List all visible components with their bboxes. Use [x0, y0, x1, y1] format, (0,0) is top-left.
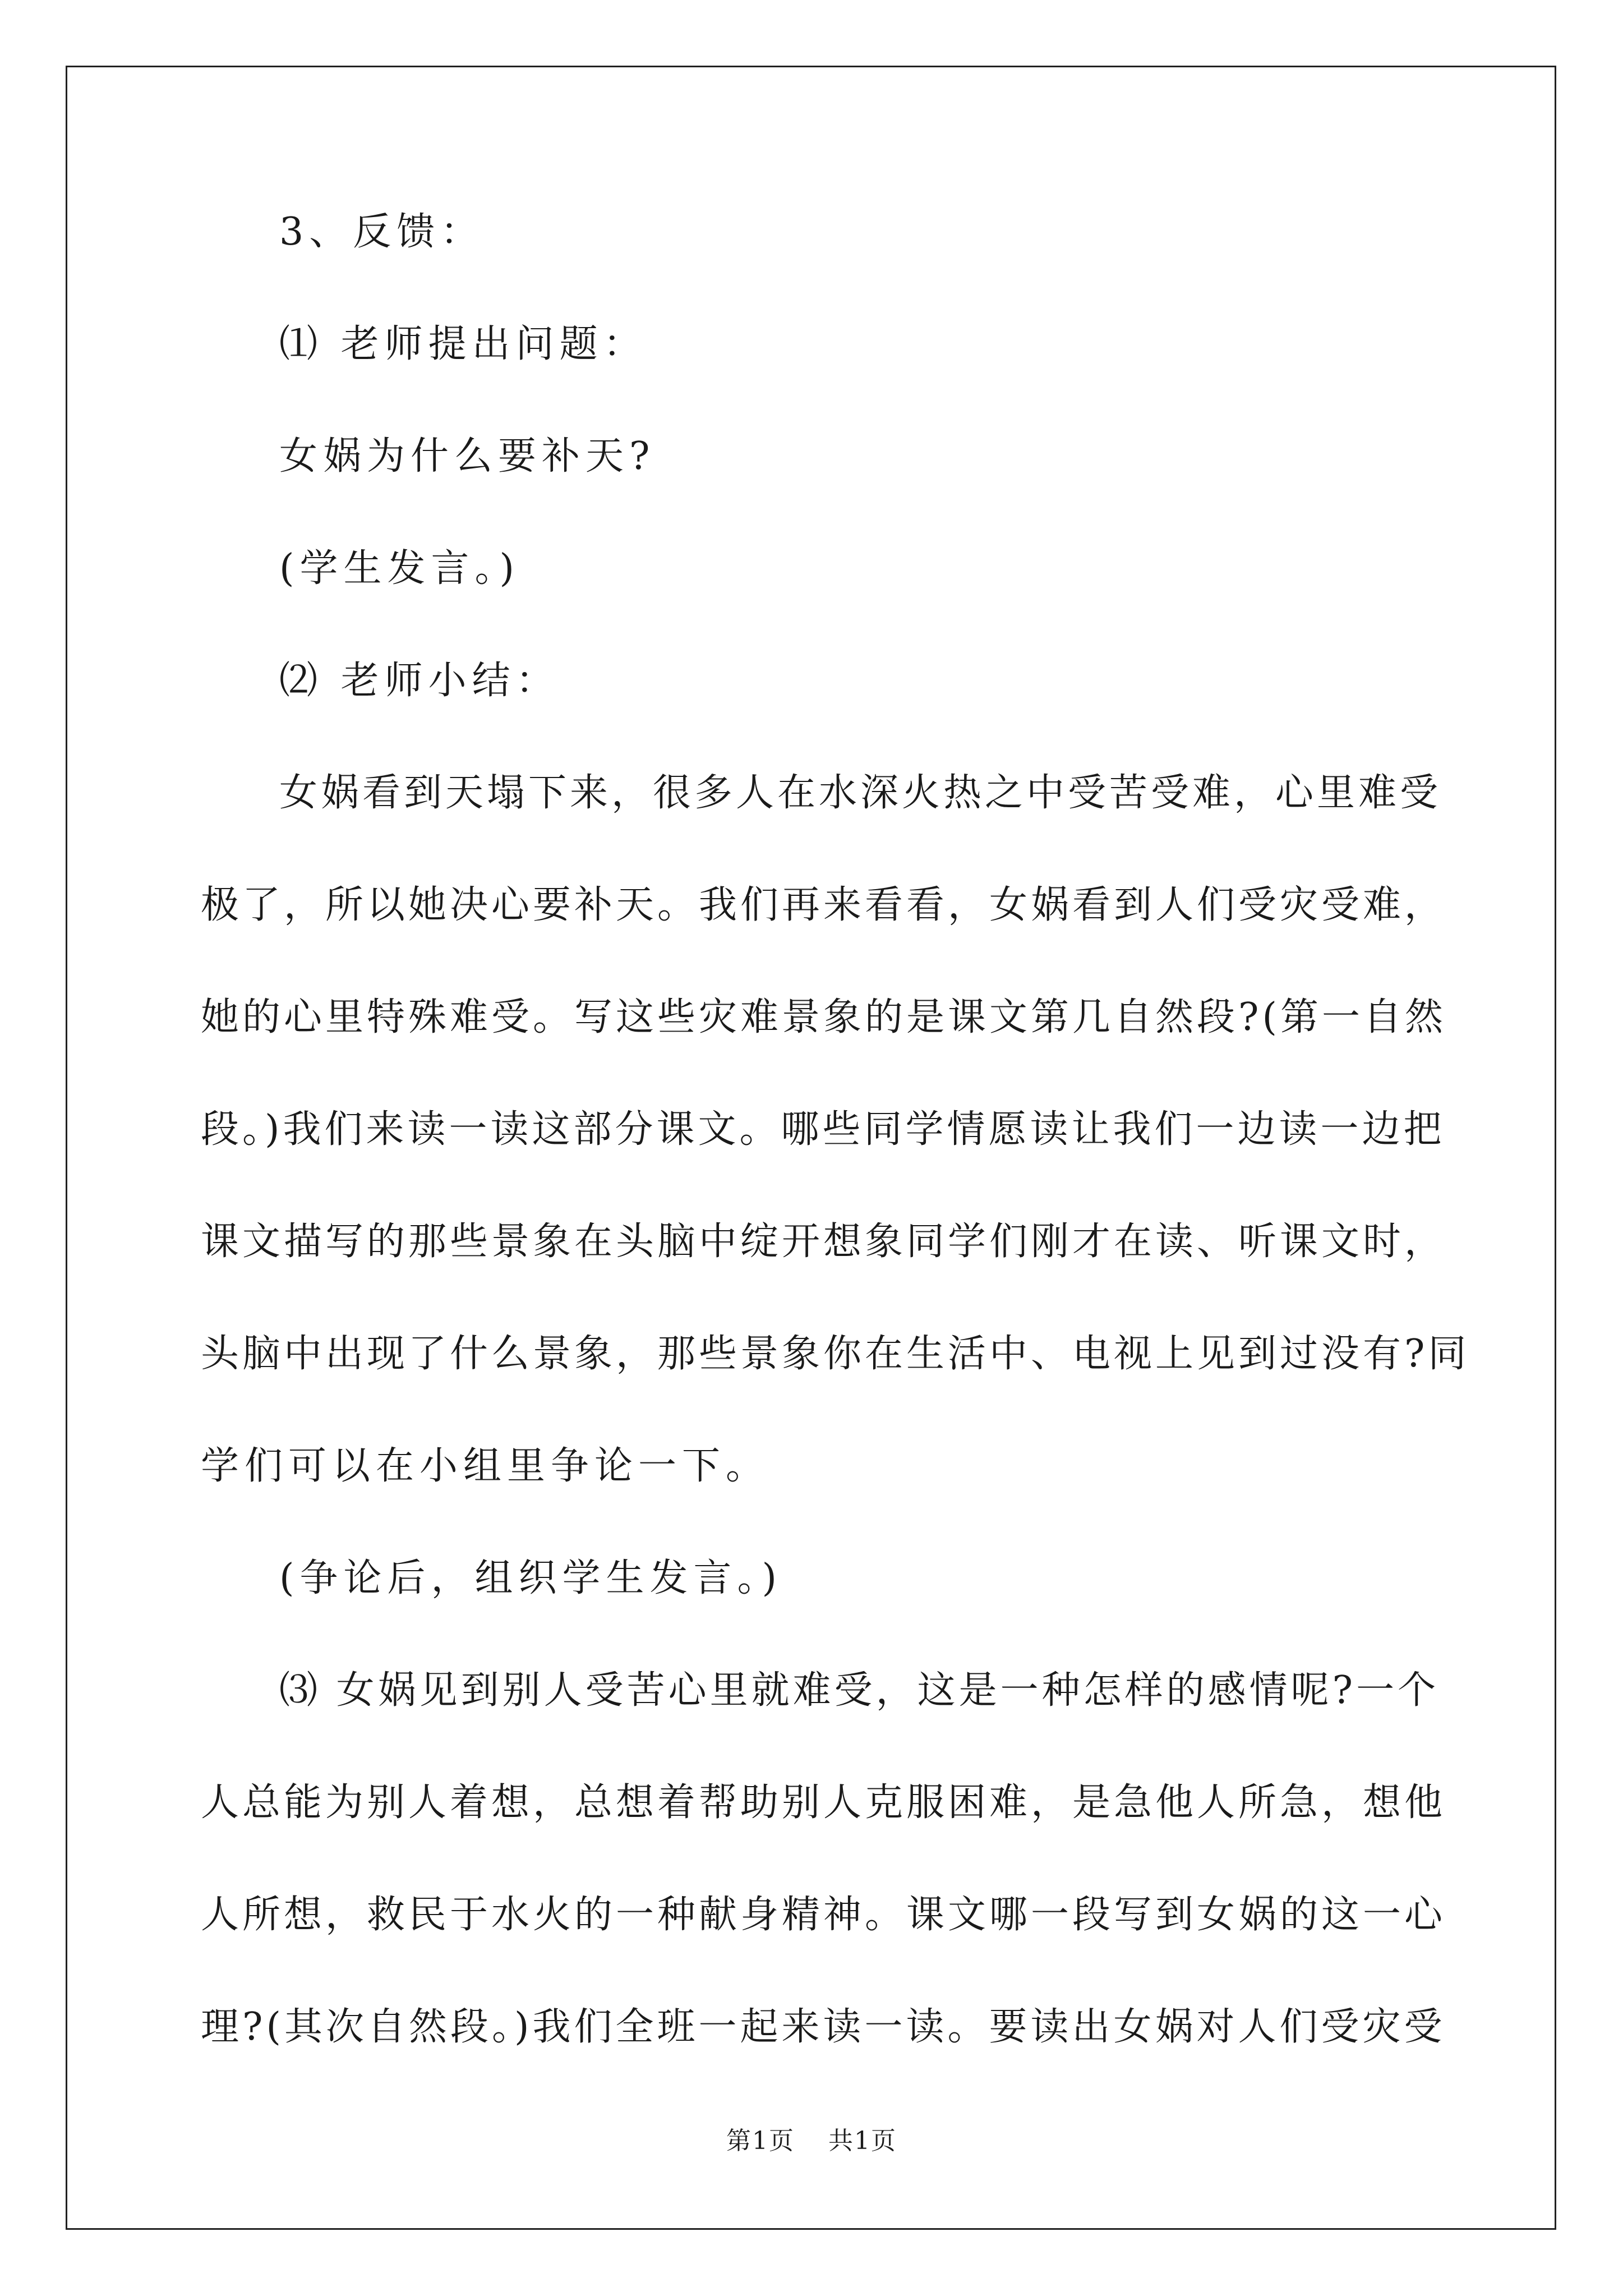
- text-line: 学们可以在小组里争论一下。: [201, 1444, 770, 1488]
- page-total: 共1页: [828, 2127, 897, 2155]
- text-line: 人所想，救民于水火的一种献身精神。课文哪一段写到女娲的这一心: [201, 1893, 1446, 1937]
- text-line: ⑴ 老师提出问题：: [279, 322, 647, 366]
- text-line: 头脑中出现了什么景象，那些景象你在生活中、电视上见到过没有?同: [201, 1332, 1470, 1376]
- text-line: 段。)我们来读一读这部分课文。哪些同学情愿读让我们一边读一边把: [201, 1107, 1445, 1152]
- text-line: (争论后，组织学生发言。): [279, 1556, 783, 1600]
- text-line: 3、反馈：: [279, 210, 485, 254]
- document-body: [201, 210, 1470, 2120]
- text-line: 人总能为别人着想，总想着帮助别人克服困难，是急他人所急，想他: [201, 1780, 1446, 1825]
- page-number: 第1页: [726, 2127, 795, 2155]
- text-line: 女娲为什么要补天?: [279, 434, 656, 478]
- text-line: 理?(其次自然段。)我们全班一起来读一读。要读出女娲对人们受灾受: [201, 2005, 1446, 2049]
- text-line: 女娲看到天塌下来，很多人在水深火热之中受苦受难，心里难受: [279, 771, 1442, 815]
- text-line: ⑵ 老师小结：: [279, 659, 560, 703]
- text-line: (学生发言。): [279, 546, 520, 591]
- text-line: 她的心里特殊难受。写这些灾难景象的是课文第几自然段?(第一自然: [201, 995, 1446, 1039]
- page-footer: [0, 2129, 1623, 2154]
- text-line: 极了，所以她决心要补天。我们再来看看，女娲看到人们受灾受难，: [201, 883, 1446, 927]
- text-line: 课文描写的那些景象在头脑中绽开想象同学们刚才在读、听课文时，: [201, 1220, 1446, 1264]
- text-line: ⑶ 女娲见到别人受苦心里就难受，这是一种怎样的感情呢?一个: [279, 1668, 1440, 1713]
